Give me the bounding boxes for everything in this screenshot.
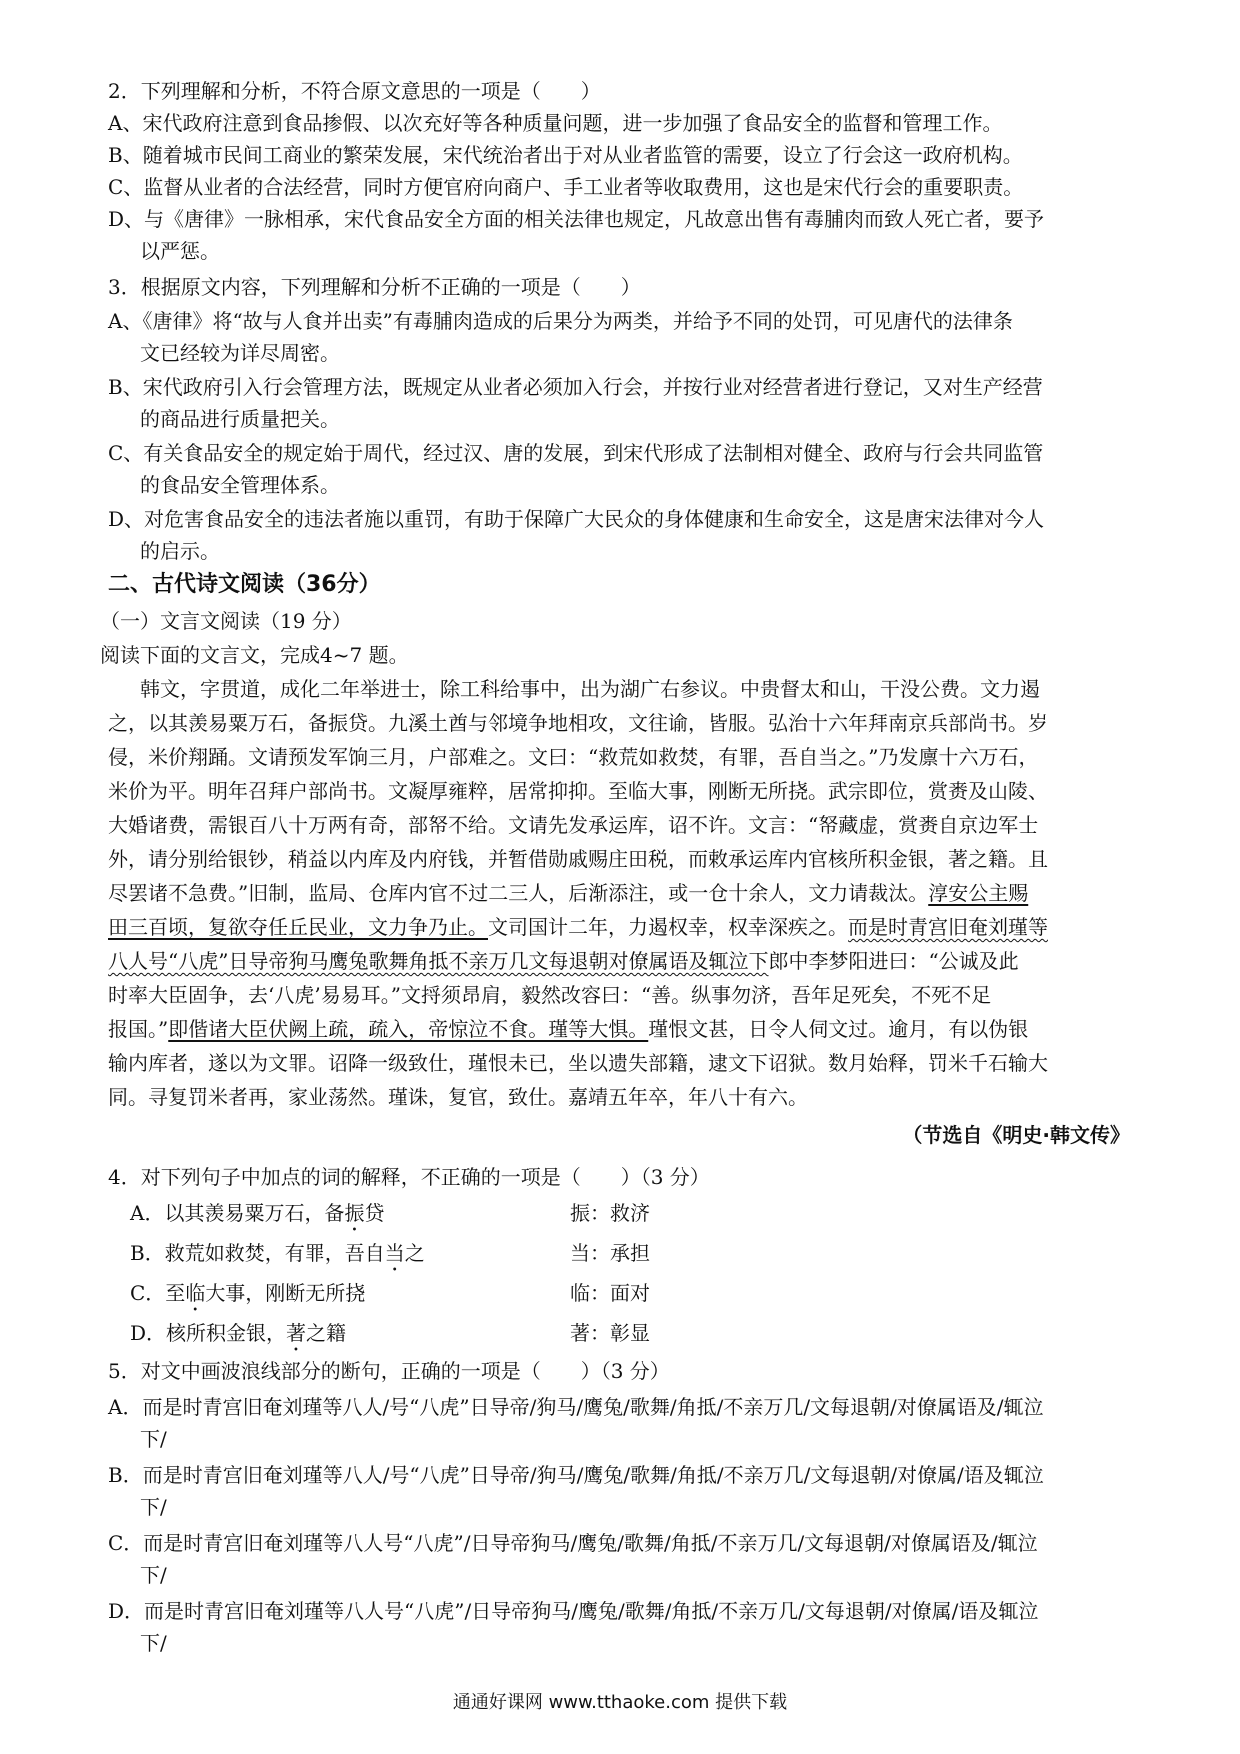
passage-line: 韩文，字贯道，成化二年举进士，除工科给事中，出为湖广右参议。中贵督太和山，干没公费。文力遏 [140,677,1040,701]
underlined-sentence: 淳安公主赐 [928,881,1029,905]
q4-interpretation-b: 当：承担 [570,1241,650,1265]
q2-stem: 2．下列理解和分析，不符合原文意思的一项是（ ） [108,79,601,103]
passage-line: 米价为平。明年召拜户部尚书。文凝厚雍粹，居常抑抑。至临大事，刚断无所挠。武宗即位，赏赉及山陵、 [108,779,1048,803]
q4-stem: 4．对下列句子中加点的词的解释，不正确的一项是（ ）（3 分） [108,1165,710,1189]
q3-option-b: B、宋代政府引入行会管理方法，既规定从业者必须加入行会，并按行业对经营者进行登记，又对生产经营 [108,375,1043,399]
dotted-word: 临 [185,1281,206,1305]
q5-option-d-cont: 下/ [140,1631,167,1655]
page-footer: 通通好课网 www.tthaoke.com 提供下载 [452,1692,788,1713]
q5-option-d: D．而是时青宫旧奄刘瑾等八人号“八虎”/日导帝狗马/鹰兔/歌舞/角抵/不亲万几/文每退朝/对僚属/语及辄泣 [108,1599,1039,1623]
passage-line: 时率大臣固争，去‘八虎’易易耳。”文捋须昂肩，毅然改容曰：“善。纵事勿济，吾年足死矣，不死不足 [108,983,992,1007]
passage-line: 侵，米价翔踊。文请预发军饷三月，户部难之。文曰：“救荒如救焚，有罪，吾自当之。”乃发廪十六万石， [108,745,1039,769]
q2-option-b: B、随着城市民间工商业的繁荣发展，宋代统治者出于对从业者监管的需要，设立了行会这一政府机构。 [108,143,1023,167]
wavy-underlined-text: 八人号“八虎”日导帝狗马鹰兔歌舞角抵不亲万几文每退朝对僚属语及辄泣下 [108,949,769,973]
option-text: C．至 [130,1281,186,1305]
q4-option-b [130,1236,425,1276]
reading-instruction: 阅读下面的文言文，完成4~7 题。 [100,643,409,667]
q3-option-b-cont: 的商品进行质量把关。 [140,407,340,431]
dotted-word: 著 [286,1321,307,1345]
section-heading: 二、古代诗文阅读（36分） [108,572,381,597]
q5-option-b-cont: 下/ [140,1495,167,1519]
subsection-heading: （一）文言文阅读（19 分） [100,609,352,633]
option-text: 之籍 [306,1321,347,1345]
passage-line: 大婚诸费，需银百八十万两有奇，部帑不给。文请先发承运库，诏不许。文言：“帑藏虚，赏赉自京边军士 [108,813,1039,837]
q4-option-d [130,1316,346,1356]
passage-text: 瑾恨文甚，日令人伺文过。逾月，有以伪银 [648,1017,1029,1041]
passage-line [108,944,1019,978]
q4-interpretation-c: 临：面对 [570,1281,650,1305]
option-text: 贷 [364,1201,385,1225]
q4-option-c [130,1276,365,1316]
passage-text: 报国。” [108,1017,169,1041]
underlined-sentence: 田三百顷，复欲夺任丘民业，文力争乃止。 [108,915,488,939]
option-text: D．核所积金银， [130,1321,287,1345]
passage-line: 外，请分别给银钞，稍益以内库及内府钱，并暂借勋戚赐庄田税，而敕承运库内官核所积金银，著之籍。且 [108,847,1048,871]
option-text: 大事，刚断无所挠 [205,1281,366,1305]
q3-option-d-cont: 的启示。 [140,539,220,563]
dotted-word: 当 [384,1241,405,1265]
q3-stem: 3．根据原文内容，下列理解和分析不正确的一项是（ ） [108,275,641,299]
passage-line [108,910,1048,944]
q2-option-c: C、监督从业者的合法经营，同时方便官府向商户、手工业者等收取费用，这也是宋代行会的重要职责。 [108,175,1024,199]
q3-option-a-cont: 文已经较为详尽周密。 [140,341,340,365]
q5-stem: 5．对文中画波浪线部分的断句，正确的一项是（ ）（3 分） [108,1359,670,1383]
option-text: 之 [404,1241,425,1265]
q5-option-a: A．而是时青宫旧奄刘瑾等八人/号“八虎”日导帝/狗马/鹰兔/歌舞/角抵/不亲万几/文每退朝/对僚属语及/辄泣 [108,1395,1044,1419]
passage-line [108,1012,1028,1046]
passage-text: 郎中李梦阳进曰：“公诚及此 [768,949,1019,973]
passage-line: 同。寻复罚米者再，家业荡然。瑾诛，复官，致仕。嘉靖五年卒，年八十有六。 [108,1085,808,1109]
dotted-word: 振 [344,1201,365,1225]
passage-text: 文司国计二年，力遏权幸，权幸深疾之。 [488,915,848,939]
q4-interpretation-d: 著：彰显 [570,1321,650,1345]
q4-interpretation-a: 振：救济 [570,1201,650,1225]
q5-option-c-cont: 下/ [140,1563,167,1587]
q5-option-c: C．而是时青宫旧奄刘瑾等八人号“八虎”/日导帝狗马/鹰兔/歌舞/角抵/不亲万几/文每退朝/对僚属语及/辄泣 [108,1531,1038,1555]
q3-option-c-cont: 的食品安全管理体系。 [140,473,340,497]
q4-option-a [130,1196,384,1236]
passage-source: （节选自《明史·韩文传》 [902,1123,1130,1147]
q5-option-a-cont: 下/ [140,1427,167,1451]
passage-text: 尽罢诸不急费。”旧制，监局、仓库内官不过二三人，后渐添注，或一仓十余人，文力请裁汰。 [108,881,929,905]
passage-line: 之，以其羡易粟万石，备振贷。九溪土酋与邻境争地相攻，文往谕，皆服。弘治十六年拜南京兵部尚书。岁 [108,711,1048,735]
wavy-underlined-text: 而是时青宫旧奄刘瑾等 [848,915,1048,939]
q3-option-c: C、有关食品安全的规定始于周代，经过汉、唐的发展，到宋代形成了法制相对健全、政府与行会共同监管 [108,441,1044,465]
passage-line [108,876,1028,910]
option-text: B．救荒如救焚，有罪，吾自 [130,1241,385,1265]
q2-option-d: D、与《唐律》一脉相承，宋代食品安全方面的相关法律也规定，凡故意出售有毒脯肉而致人死亡者，要予 [108,207,1045,231]
q3-option-a: A、《唐律》将“故与人食并出卖”有毒脯肉造成的后果分为两类，并给予不同的处罚，可见唐代的法律条 [108,309,1013,333]
q3-option-d: D、对危害食品安全的违法者施以重罚，有助于保障广大民众的身体健康和生命安全，这是唐宋法律对今人 [108,507,1045,531]
q5-option-b: B．而是时青宫旧奄刘瑾等八人/号“八虎”日导帝/狗马/鹰兔/歌舞/角抵/不亲万几/文每退朝/对僚属/语及辄泣 [108,1463,1044,1487]
underlined-sentence: 即偕诸大臣伏阙上疏，疏入，帝惊泣不食。瑾等大惧。 [168,1017,649,1041]
option-text: A．以其羡易粟万石，备 [130,1201,345,1225]
q2-option-d-cont: 以严惩。 [140,239,220,263]
passage-line: 输内库者，遂以为文罪。诏降一级致仕，瑾恨未已，坐以遗失部籍，逮文下诏狱。数月始释，罚米千石输大 [108,1051,1048,1075]
q2-option-a: A、宋代政府注意到食品掺假、以次充好等各种质量问题，进一步加强了食品安全的监督和管理工作。 [108,111,1003,135]
